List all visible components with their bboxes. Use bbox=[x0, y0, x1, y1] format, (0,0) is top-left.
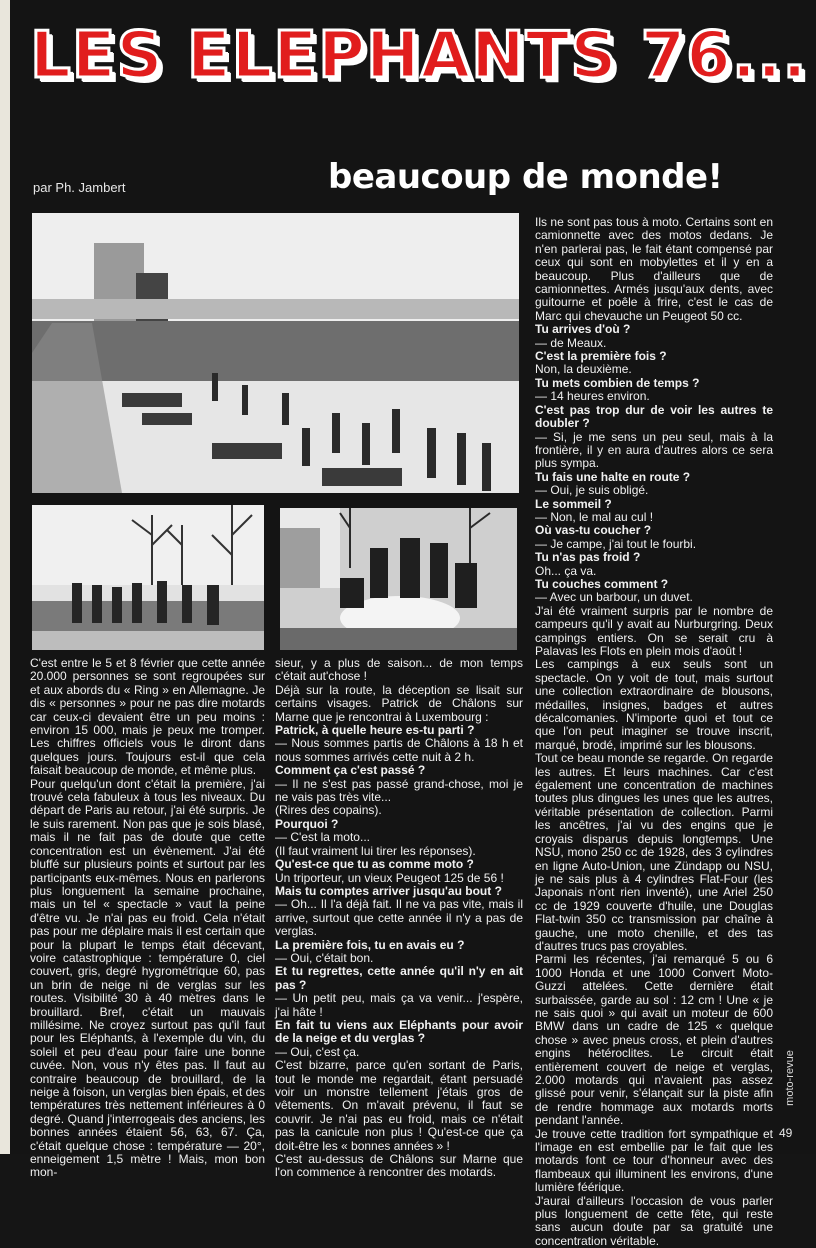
photo-crowd-circuit bbox=[32, 213, 519, 493]
interview-question: C'est la première fois ? bbox=[535, 349, 667, 364]
interview-question: La première fois, tu en avais eu ? bbox=[275, 937, 465, 952]
interview-question: Tu arrives d'où ? bbox=[535, 322, 631, 337]
interview-question: Où vas-tu coucher ? bbox=[535, 523, 652, 538]
paragraph: Ils ne sont pas tous à moto. Certains sont en camionnette avec des motos dedans. Je n'en parlerai pas, le fait étant compensé par ceux qui sont en mobylettes et il y en a beaucoup. Plus d'ailleurs que de camionnettes. Armés jusqu'aux dents, avec guitourne et poêle à frire, c'est le cas de Marc qui chevauche un Peugeot 50 cc. bbox=[535, 215, 773, 323]
paragraph: Déjà sur la route, la déception se lisait sur certains visages. Patrick de Châlons sur Marne que je rencontrai à Luxembourg : bbox=[275, 682, 523, 724]
page-edge bbox=[0, 0, 10, 1154]
interview-question: Tu couches comment ? bbox=[535, 576, 669, 591]
paragraph: (Rires des copains). bbox=[275, 803, 382, 818]
magazine-name-vertical bbox=[782, 1040, 796, 1120]
interview-question: Tu n'as pas froid ? bbox=[535, 550, 641, 565]
interview-question: Tu fais une halte en route ? bbox=[535, 469, 691, 484]
paragraph: Oh... ça va. bbox=[535, 563, 597, 578]
interview-question: Patrick, à quelle heure es-tu parti ? bbox=[275, 723, 475, 738]
article-column-2 bbox=[275, 656, 523, 1180]
photo-campfire bbox=[280, 508, 517, 650]
paragraph: — C'est la moto... bbox=[275, 830, 370, 845]
paragraph: — Non, le mal au cul ! bbox=[535, 509, 654, 524]
paragraph: Les campings à eux seuls sont un spectacle. On y voit de tout, mais surtout une collection extraordinaire de blousons, médailles, insignes, badges et autres décalcomanies. N'importe quoi et tout ce que l'on peut imaginer se trouve inscrit, marqué, brodé, imprimé sur les blousons. bbox=[535, 657, 773, 752]
paragraph: — Oui, je suis obligé. bbox=[535, 483, 649, 498]
interview-question: Le sommeil ? bbox=[535, 496, 612, 511]
paragraph: Pour quelqu'un dont c'était la première, j'ai trouvé cela fabuleux à tous les niveaux. Du départ de Paris au retour, j'ai été surpris. Je le suis rarement. Non pas que je sois blasé, mais il ne fait pas de doute que cette concentration est un évènement. J'ai été bluffé sur plusieurs points et surtout par les participants eux-mêmes. Nous en parlerons plus longuement la semaine prochaine, mais un tel « spectacle » vaut la peine d'être vu. Je n'ai pas eu froid. Cela n'était pas pour me déplaire mais il est certain que pour la plupart le temps était décevant, voire catastrophique : température 0, ciel couvert, gris, degré hygrométrique 60, pas un brin de neige ni de verglas sur les routes. Visibilité 30 à 40 mètres dans le brouillard. Bref, c'était un mauvais millésime. Ne croyez surtout pas qu'il faut pour les Eléphants, à l'exemple du vin, du soleil et peu d'eau pour faire une bonne cuvée. Non, vous n'y êtes pas. Il faut au contraire beaucoup de brouillard, de la neige à foison, un verglas bien épais, et des températures très nettement inférieures à 0 degré. Quand j'interrogeais des anciens, les bonnes années étaient 56, 63, 67. Ça, c'était quelque chose : température — 20°, enneigement 1,5 mètre ! Mais, mon bon mon- bbox=[30, 776, 265, 1180]
paragraph: — de Meaux. bbox=[535, 335, 607, 350]
interview-question: Tu mets combien de temps ? bbox=[535, 375, 700, 390]
article-column-3 bbox=[535, 215, 773, 1248]
paragraph: Tout ce beau monde se regarde. On regarde les autres. Et leurs machines. Car c'est également une concentration de machines toutes plus dingues les unes que les autres, véritable présentation de collection. Parmi les ancêtres, j'ai vu des engins que je croyais disparus depuis longtemps. Une NSU, mono 250 cc de 1928, des 3 cylindres en ligne Auto-Union, une Zündapp ou NSU, je ne sais plus à 4 cylindres Flat-Four (les Japonais n'ont rien inventé), une Ariel 250 cc de 1929 couverte d'huile, une Douglas Flat-twin 350 cc transmission par chaîne à gauche, une moto chenille, et des tas d'autres trucs pas croyables. bbox=[535, 751, 773, 953]
paragraph: J'ai été vraiment surpris par le nombre de campeurs qu'il y avait au Nurburgring. Deux campings entiers. On se serait cru à Palavas les Flots en plein mois d'août ! bbox=[535, 603, 773, 658]
article-subtitle: beaucoup de monde! bbox=[328, 157, 723, 197]
paragraph: — Oh... Il l'a déjà fait. Il ne va pas vite, mais il arrive, surtout que cette année il n'y a pas de verglas. bbox=[275, 897, 523, 939]
interview-question: Pourquoi ? bbox=[275, 816, 339, 831]
paragraph: Je trouve cette tradition fort sympathique et l'image en est embellie par le fait que les motards font ce tour d'honneur avec des flambeaux qui illuminent les environs, d'une lumière féérique. bbox=[535, 1126, 773, 1195]
interview-question: C'est pas trop dur de voir les autres te doubler ? bbox=[535, 402, 773, 431]
paragraph: Parmi les récentes, j'ai remarqué 5 ou 6 1000 Honda et une 1000 Convert Moto-Guzzi attelées. Cette dernière était surbaissée, garde au sol : 12 cm ! Une « je ne sais quoi » qui avait un moteur de 600 BMW dans un cadre de 125 « quelque chose » avec pneus cross, et plein d'autres engins hétéroclites. Le circuit était entièrement couvert de neige et verglas, 2.000 motards qui n'avaient pas assez glissé pour venir, s'élançait sur la piste afin de rendre hommage aux motards morts pendant l'année. bbox=[535, 952, 773, 1128]
paragraph: — Un petit peu, mais ça va venir... j'espère, j'ai hâte ! bbox=[275, 991, 523, 1019]
paragraph: Non, la deuxième. bbox=[535, 362, 632, 377]
magazine-name: moto-revue bbox=[784, 1050, 796, 1106]
photo-riders-snow-road bbox=[32, 505, 264, 650]
paragraph: — Il ne s'est pas passé grand-chose, moi je ne vais pas très vite... bbox=[275, 776, 523, 805]
interview-question: En fait tu viens aux Eléphants pour avoir de la neige et du verglas ? bbox=[275, 1017, 523, 1046]
paragraph: J'aurai d'ailleurs l'occasion de vous parler plus longuement de cette fête, qui reste sans aucun doute par sa gratuité une concentration véritable. bbox=[535, 1193, 773, 1248]
paragraph: — 14 heures environ. bbox=[535, 389, 650, 404]
paragraph: — Avec un barbour, un duvet. bbox=[535, 590, 693, 605]
paragraph: C'est au-dessus de Châlons sur Marne que l'on commence à rencontrer des motards. bbox=[275, 1152, 523, 1180]
interview-question: Qu'est-ce que tu as comme moto ? bbox=[275, 857, 474, 872]
page-number: 49 bbox=[779, 1126, 793, 1140]
interview-question: Comment ça c'est passé ? bbox=[275, 763, 426, 778]
paragraph: — Nous sommes partis de Châlons à 18 h et nous sommes arrivés cette nuit à 2 h. bbox=[275, 736, 523, 764]
article-column-1 bbox=[30, 656, 265, 1180]
interview-question: Et tu regrettes, cette année qu'il n'y en ait pas ? bbox=[275, 964, 523, 992]
paragraph: C'est bizarre, parce qu'en sortant de Paris, tout le monde me regardait, étant persuadé voir un monstre tellement j'étais gros de vêtements. On m'avait prévenu, il faut se couvrir. Je n'ai pas eu froid, mais ce n'était pas la canicule non plus ! Qu'est-ce que ça doit-être les « bonnes années » ! bbox=[275, 1058, 523, 1153]
byline: par Ph. Jambert bbox=[33, 180, 126, 195]
interview-question: Mais tu comptes arriver jusqu'au bout ? bbox=[275, 883, 502, 898]
paragraph: — Je campe, j'ai tout le fourbi. bbox=[535, 536, 697, 551]
paragraph: Un triporteur, un vieux Peugeot 125 de 56 ! bbox=[275, 870, 504, 885]
paragraph: (Il faut vraiment lui tirer les réponses). bbox=[275, 843, 476, 858]
paragraph: — Si, je me sens un peu seul, mais à la frontière, il y en aura d'autres alors ce sera plus sympa. bbox=[535, 429, 773, 471]
paragraph: sieur, y a plus de saison... de mon temps c'était aut'chose ! bbox=[275, 656, 523, 684]
article-title: LES ELEPHANTS 76... bbox=[30, 19, 808, 93]
paragraph: — Oui, c'était bon. bbox=[275, 950, 374, 965]
paragraph: — Oui, c'est ça. bbox=[275, 1044, 360, 1059]
paragraph: C'est entre le 5 et 8 février que cette année 20.000 personnes se sont regroupées sur et aux abords du « Ring » en Allemagne. Je dis « personnes » pour ne pas dire motards car ceux-ci devaient être un peu moins : environ 15 000, mais je peux me tromper. Les chiffres officiels vous le diront dans quelques jours. Toujours est-il que cela faisait beaucoup de monde, et même plus. bbox=[30, 656, 265, 778]
